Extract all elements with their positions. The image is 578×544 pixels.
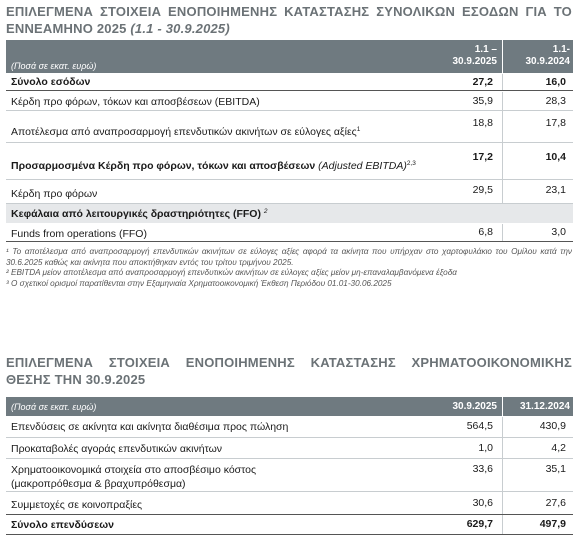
table1-row-ebitda: Κέρδη προ φόρων, τόκων και αποσβέσεων (EBITDA) 35,9 28,3: [6, 92, 573, 111]
table1-footnotes: [6, 247, 572, 289]
table2-col2-header: 31.12.2024: [519, 401, 570, 412]
table1-row-ffo-heading: Κεφάλαια από λειτουργικές δραστηριότητες (FFO) $^2$: [6, 204, 573, 223]
footnote-1: ¹ Το αποτέλεσμα από αναπροσαρμογή επενδυτικών ακινήτων σε εύλογες αξίες αφορά τα ακίνητα που υπήρχαν στο χαρτοφυλάκιο του Ομίλου κατά την 30.6.2025 καθώς και ακίνητα που αποκτήθηκαν εντός του τρίτου τριμήνου 2025.: [6, 247, 572, 267]
footnote-3: ³ Ο σχετικοί ορισμοί παρατίθενται στην Εξαμηνιαία Χρηματοοικονομική Έκθεση Περιόδου 01.01-30.06.2025: [6, 278, 392, 288]
table1-row-ffo: Funds from operations (FFO) 6,8 3,0: [6, 224, 573, 242]
table1-col2-header: 1.1- 30.9.2024: [525, 44, 570, 67]
table2-row-advances: Προκαταβολές αγοράς επενδυτικών ακινήτων 1,0 4,2: [6, 438, 573, 459]
table1-row-total-revenue: Σύνολο εσόδων 27,2 16,0: [6, 74, 573, 91]
table1-row-revaluation: Αποτέλεσμα από αναπροσαρμογή επενδυτικών ακινήτων σε εύλογες αξίες$^1$ 18,8 17,8: [6, 111, 573, 143]
table1-unit: (Ποσά σε εκατ. ευρώ): [11, 61, 97, 71]
table1-row-adjusted-ebitda: Προσαρμοσμένα Κέρδη προ φόρων, τόκων και αποσβέσεων (Adjusted EBITDA)$^{2,3}$ 17,2 10,4: [6, 143, 573, 180]
table1-header: [6, 40, 573, 73]
table2-header: [6, 397, 573, 416]
footnote-2: ² EBITDA μείον αποτέλεσμα από αναπροσαρμογή επενδυτικών ακινήτων σε εύλογες αξίες μείον μη-επαναλαμβανόμενα έξοδα: [6, 268, 457, 277]
table2-col1-header: 30.9.2025: [452, 401, 497, 412]
table2-unit: (Ποσά σε εκατ. ευρώ): [11, 402, 97, 412]
section2-title: ΕΠΙΛΕΓΜΕΝΑ ΣΤΟΙΧΕΙΑ ΕΝΟΠΟΙΗΜΕΝΗΣ ΚΑΤΑΣΤΑΣΗΣ ΧΡΗΜΑΤΟΟΙΚΟΝΟΜΙΚΗΣ ΘΕΣΗΣ ΤΗΝ 30.9.2025: [6, 355, 572, 387]
table1-row-pretax: Κέρδη προ φόρων 29,5 23,1: [6, 180, 573, 204]
section1-subtitle: (1.1 - 30.9.2025): [130, 21, 230, 36]
table2-row-financial-assets: Χρηματοοικονομικά στοιχεία στο αποσβέσιμο κόστος (μακροπρόθεσμα & βραχυπρόθεσμα) 33,6 35,1: [6, 459, 573, 492]
table2-row-investment-property: Επενδύσεις σε ακίνητα και ακίνητα διαθέσιμα προς πώληση 564,5 430,9: [6, 417, 573, 438]
section1-title: ΕΠΙΛΕΓΜΕΝΑ ΣΤΟΙΧΕΙΑ ΕΝΟΠΟΙΗΜΕΝΗΣ ΚΑΤΑΣΤΑΣΗΣ ΣΥΝΟΛΙΚΩΝ ΕΣΟΔΩΝ ΓΙΑ ΤΟ ΕΝΝΕΑΜΗΝΟ 2025 (1.1 - 30.9.2025): [6, 4, 572, 36]
table2-row-joint-ventures: Συμμετοχές σε κοινοπραξίες 30,6 27,6: [6, 492, 573, 515]
table1-col1-header: 1.1 – 30.9.2025: [452, 44, 497, 67]
table2-row-total-investments: Σύνολο επενδύσεων 629,7 497,9: [6, 515, 573, 535]
